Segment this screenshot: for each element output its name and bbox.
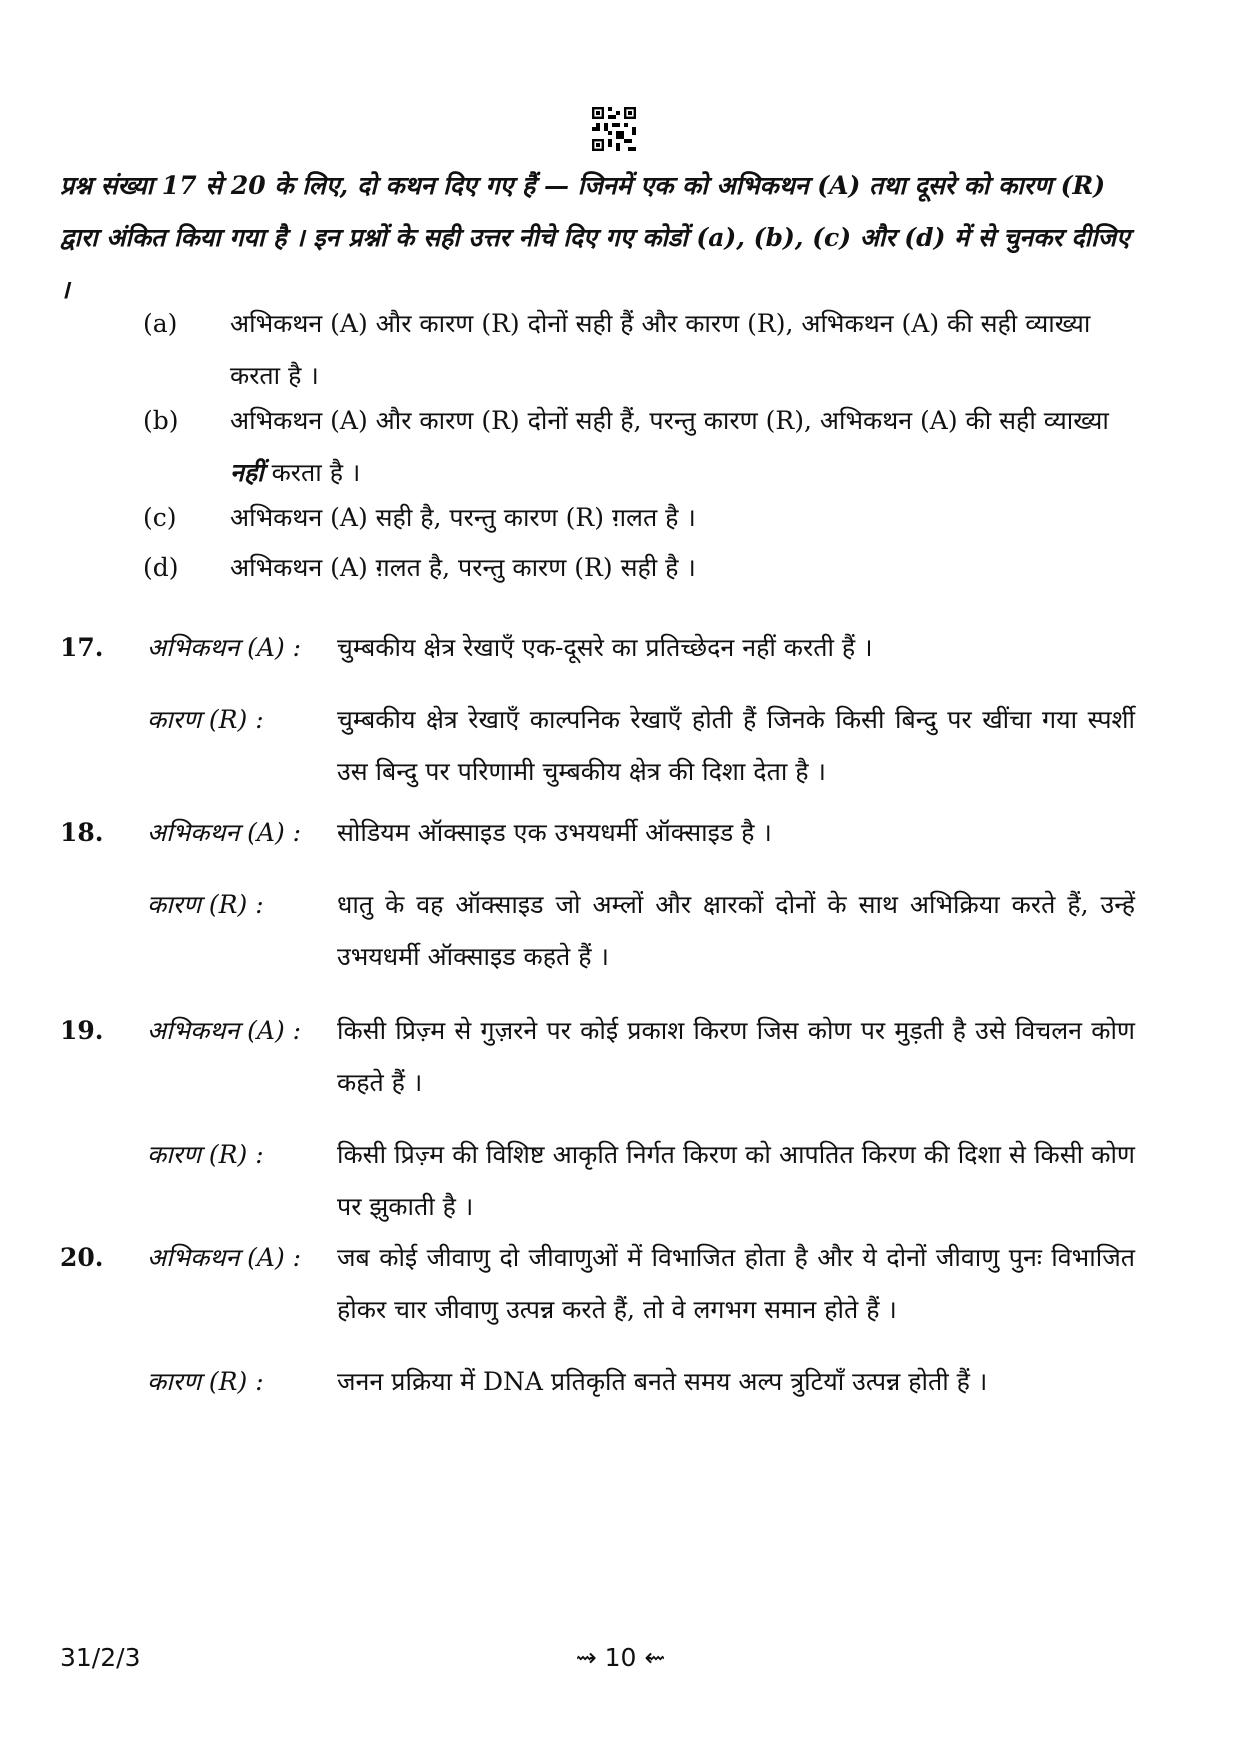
assertion-text: जब कोई जीवाणु दो जीवाणुओं में विभाजित होता है और ये दोनों जीवाणु पुनः विभाजित होकर चार जीवाणु उत्पन्न करते हैं, तो वे लगभग समान होते हैं ।	[337, 1243, 1135, 1324]
reason-label: कारण (R) :	[147, 890, 264, 919]
reason-text: धातु के वह ऑक्साइड जो अम्लों और क्षारकों दोनों के साथ अभिक्रिया करते हैं, उन्हें उभयधर्मी ऑक्साइड कहते हैं ।	[337, 890, 1135, 971]
reason-text: किसी प्रिज़्म की विशिष्ट आकृति निर्गत किरण को आपतित किरण की दिशा से किसी कोण पर झुकाती है ।	[337, 1140, 1135, 1221]
reason-row	[60, 1129, 1135, 1233]
paper-code: 31/2/3	[60, 1643, 141, 1672]
option-label: (c)	[143, 503, 177, 532]
question-17	[60, 622, 1135, 798]
assertion-label: अभिकथन (A) :	[147, 1243, 302, 1272]
assertion-row	[60, 1005, 1135, 1109]
reason-label: कारण (R) :	[147, 705, 264, 734]
option-a	[143, 298, 1133, 402]
assertion-row	[60, 1232, 1135, 1336]
assertion-text: चुम्बकीय क्षेत्र रेखाएँ एक-दूसरे का प्रतिच्छेदन नहीं करती हैं ।	[337, 633, 873, 662]
question-number: 19.	[60, 1016, 104, 1045]
question-20	[60, 1232, 1135, 1408]
question-number: 17.	[60, 633, 104, 662]
option-text: अभिकथन (A) ग़लत है, परन्तु कारण (R) सही है ।	[230, 553, 696, 582]
assertion-label: अभिकथन (A) :	[147, 1016, 302, 1045]
option-c	[143, 492, 1133, 544]
assertion-row	[60, 622, 1135, 674]
qr-code	[592, 107, 636, 151]
option-text: अभिकथन (A) और कारण (R) दोनों सही हैं और कारण (R), अभिकथन (A) की सही व्याख्या करता है ।	[230, 309, 1091, 390]
reason-row	[60, 879, 1135, 983]
reason-text: चुम्बकीय क्षेत्र रेखाएँ काल्पनिक रेखाएँ होती हैं जिनके किसी बिन्दु पर खींचा गया स्पर्शी उस बिन्दु पर परिणामी चुम्बकीय क्षेत्र की दिशा देता है ।	[337, 705, 1135, 786]
question-number: 18.	[60, 818, 104, 847]
question-number: 20.	[60, 1243, 104, 1272]
question-19	[60, 1005, 1135, 1233]
reason-row	[60, 694, 1135, 798]
assertion-row	[60, 807, 1135, 859]
option-emphasis: नहीं	[230, 458, 264, 487]
assertion-label: अभिकथन (A) :	[147, 633, 302, 662]
reason-row	[60, 1356, 1135, 1408]
assertion-text: सोडियम ऑक्साइड एक उभयधर्मी ऑक्साइड है ।	[337, 818, 772, 847]
option-label: (b)	[143, 406, 179, 435]
assertion-text: किसी प्रिज़्म से गुज़रने पर कोई प्रकाश किरण जिस कोण पर मुड़ती है उसे विचलन कोण कहते हैं ।	[337, 1016, 1135, 1097]
option-label: (a)	[143, 309, 178, 338]
option-text	[230, 395, 1133, 499]
option-d	[143, 542, 1133, 594]
reason-label: कारण (R) :	[147, 1367, 264, 1396]
section-instructions: प्रश्न संख्या 17 से 20 के लिए, दो कथन दिए गए हैं — जिनमें एक को अभिकथन (A) तथा दूसरे को कारण (R) द्वारा अंकित किया गया है । इन प्रश्नों के सही उत्तर नीचे दिए गए कोडों (a), (b), (c) और (d) में से चुनकर दीजिए ।	[60, 171, 1130, 304]
question-18	[60, 807, 1135, 983]
page-number: ⇝ 10 ⇜	[575, 1643, 666, 1672]
reason-text: जनन प्रक्रिया में DNA प्रतिकृति बनते समय अल्प त्रुटियाँ उत्पन्न होती हैं ।	[337, 1367, 988, 1396]
option-label: (d)	[143, 553, 179, 582]
option-text-after: करता है ।	[271, 458, 361, 487]
option-text: अभिकथन (A) सही है, परन्तु कारण (R) ग़लत है ।	[230, 503, 696, 532]
reason-label: कारण (R) :	[147, 1140, 264, 1169]
assertion-label: अभिकथन (A) :	[147, 818, 302, 847]
option-b	[143, 395, 1133, 499]
option-text-before: अभिकथन (A) और कारण (R) दोनों सही हैं, परन्तु कारण (R), अभिकथन (A) की सही व्याख्या	[230, 406, 1109, 435]
